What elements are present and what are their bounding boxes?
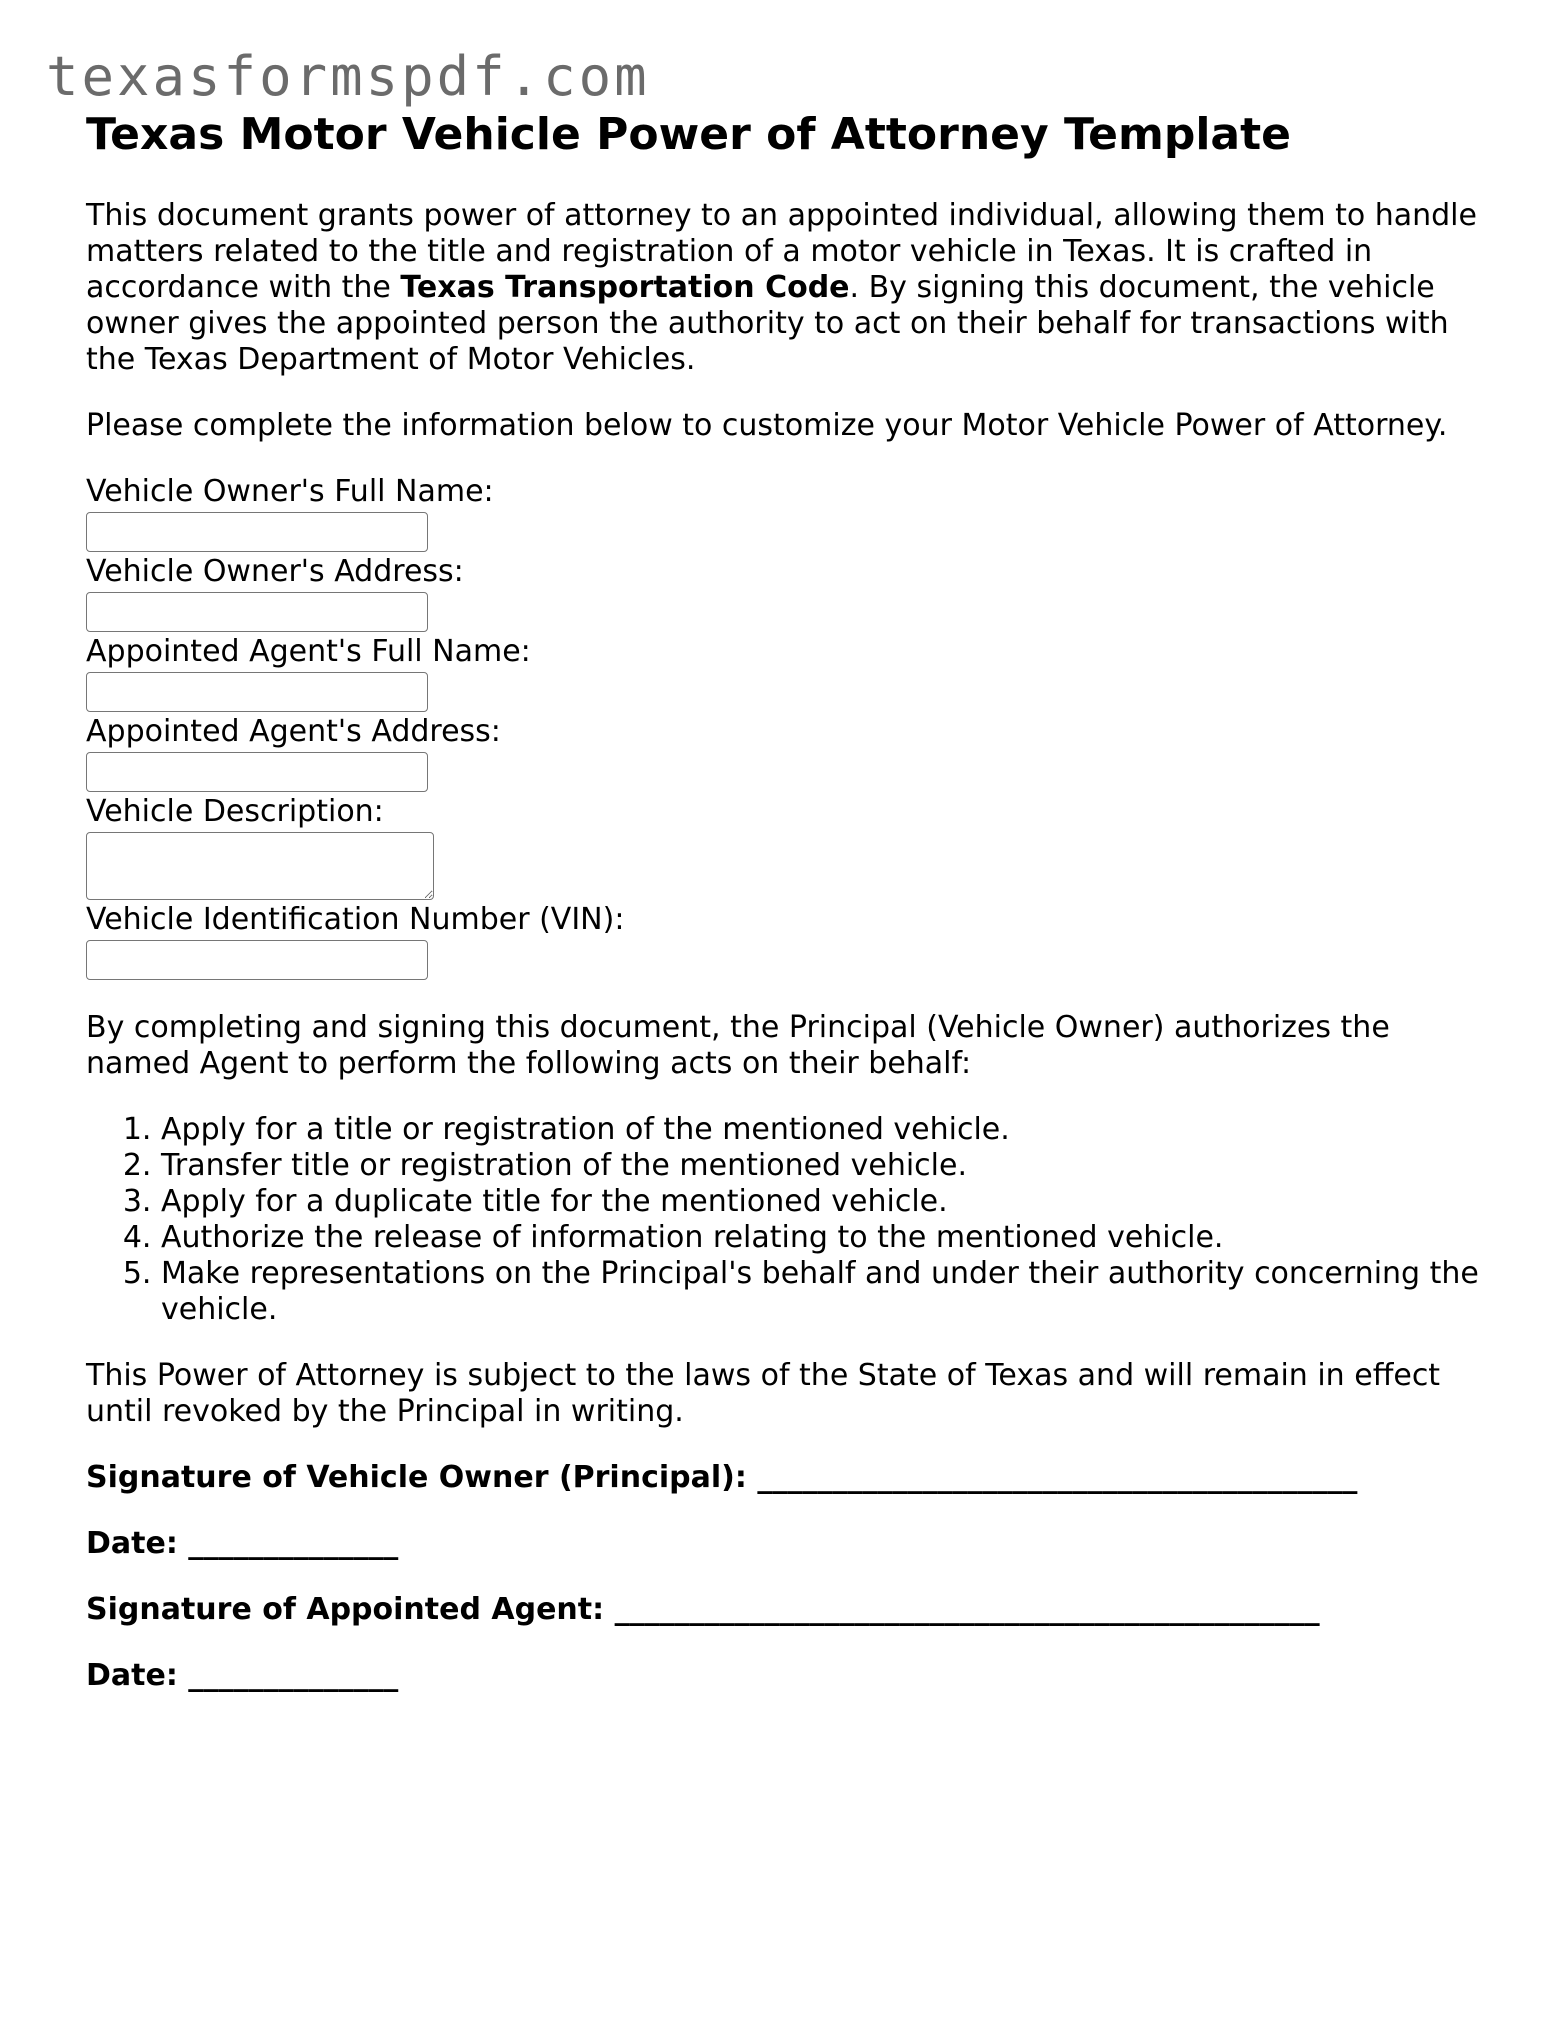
- intro-text-2: . By signing this document, the vehicle owner gives the appointed person the authority to act on their behalf for transactions with the Texas Department of Motor Vehicles.: [86, 270, 1449, 377]
- owner-signature-label: Signature of Vehicle Owner (Principal):: [86, 1460, 747, 1495]
- watermark: texasformspdf.com: [46, 45, 650, 108]
- list-item: 5. Make representations on the Principal's behalf and under their authority concerning the vehicle.: [161, 1256, 1486, 1328]
- agent-date-label: Date:: [86, 1658, 178, 1693]
- owner-address-input[interactable]: [86, 592, 428, 632]
- acts-list: [86, 1112, 1486, 1328]
- agent-signature-blank[interactable]: _______________________________________________: [614, 1592, 1320, 1627]
- list-item: 1. Apply for a title or registration of the mentioned vehicle.: [161, 1112, 1486, 1148]
- agent-date-blank[interactable]: ______________: [188, 1658, 399, 1693]
- agent-address-label: Appointed Agent's Address:: [86, 714, 501, 749]
- owner-date-blank[interactable]: ______________: [188, 1526, 399, 1561]
- list-item: 2. Transfer title or registration of the mentioned vehicle.: [161, 1148, 1486, 1184]
- owner-date-line: [86, 1526, 1486, 1562]
- owner-signature-blank[interactable]: ________________________________________: [757, 1460, 1358, 1495]
- list-item: 3. Apply for a duplicate title for the mentioned vehicle.: [161, 1184, 1486, 1220]
- document-page: [86, 108, 1486, 1694]
- law-paragraph: This Power of Attorney is subject to the laws of the State of Texas and will remain in effect until revoked by the Principal in writing.: [86, 1358, 1441, 1429]
- agent-name-label: Appointed Agent's Full Name:: [86, 634, 531, 669]
- owner-signature-line: [86, 1460, 1486, 1496]
- vehicle-description-textarea[interactable]: [86, 832, 434, 900]
- agent-address-input[interactable]: [86, 752, 428, 792]
- agent-signature-line: [86, 1592, 1486, 1628]
- intro-paragraph: [86, 198, 1486, 378]
- vehicle-description-label: Vehicle Description:: [86, 794, 384, 829]
- owner-name-input[interactable]: [86, 512, 428, 552]
- vin-label: Vehicle Identification Number (VIN):: [86, 902, 625, 937]
- owner-address-label: Vehicle Owner's Address:: [86, 554, 464, 589]
- authorization-paragraph: By completing and signing this document, the Principal (Vehicle Owner) authorizes the named Agent to perform the following acts on their behalf:: [86, 1010, 1390, 1081]
- owner-date-label: Date:: [86, 1526, 178, 1561]
- agent-date-line: [86, 1658, 1486, 1694]
- vin-input[interactable]: [86, 940, 428, 980]
- intro-text-1: This document grants power of attorney to an appointed individual, allowing them to handle matters related to the title and registration of a motor vehicle in Texas. It is crafted in accordance with the: [86, 198, 1477, 305]
- page-title: Texas Motor Vehicle Power of Attorney Template: [86, 109, 1291, 160]
- owner-name-label: Vehicle Owner's Full Name:: [86, 474, 494, 509]
- agent-name-input[interactable]: [86, 672, 428, 712]
- intro-bold-code: Texas Transportation Code: [400, 270, 850, 305]
- instruction-paragraph: Please complete the information below to customize your Motor Vehicle Power of Attorney.: [86, 408, 1448, 443]
- list-item: 4. Authorize the release of information relating to the mentioned vehicle.: [161, 1220, 1486, 1256]
- agent-signature-label: Signature of Appointed Agent:: [86, 1592, 605, 1627]
